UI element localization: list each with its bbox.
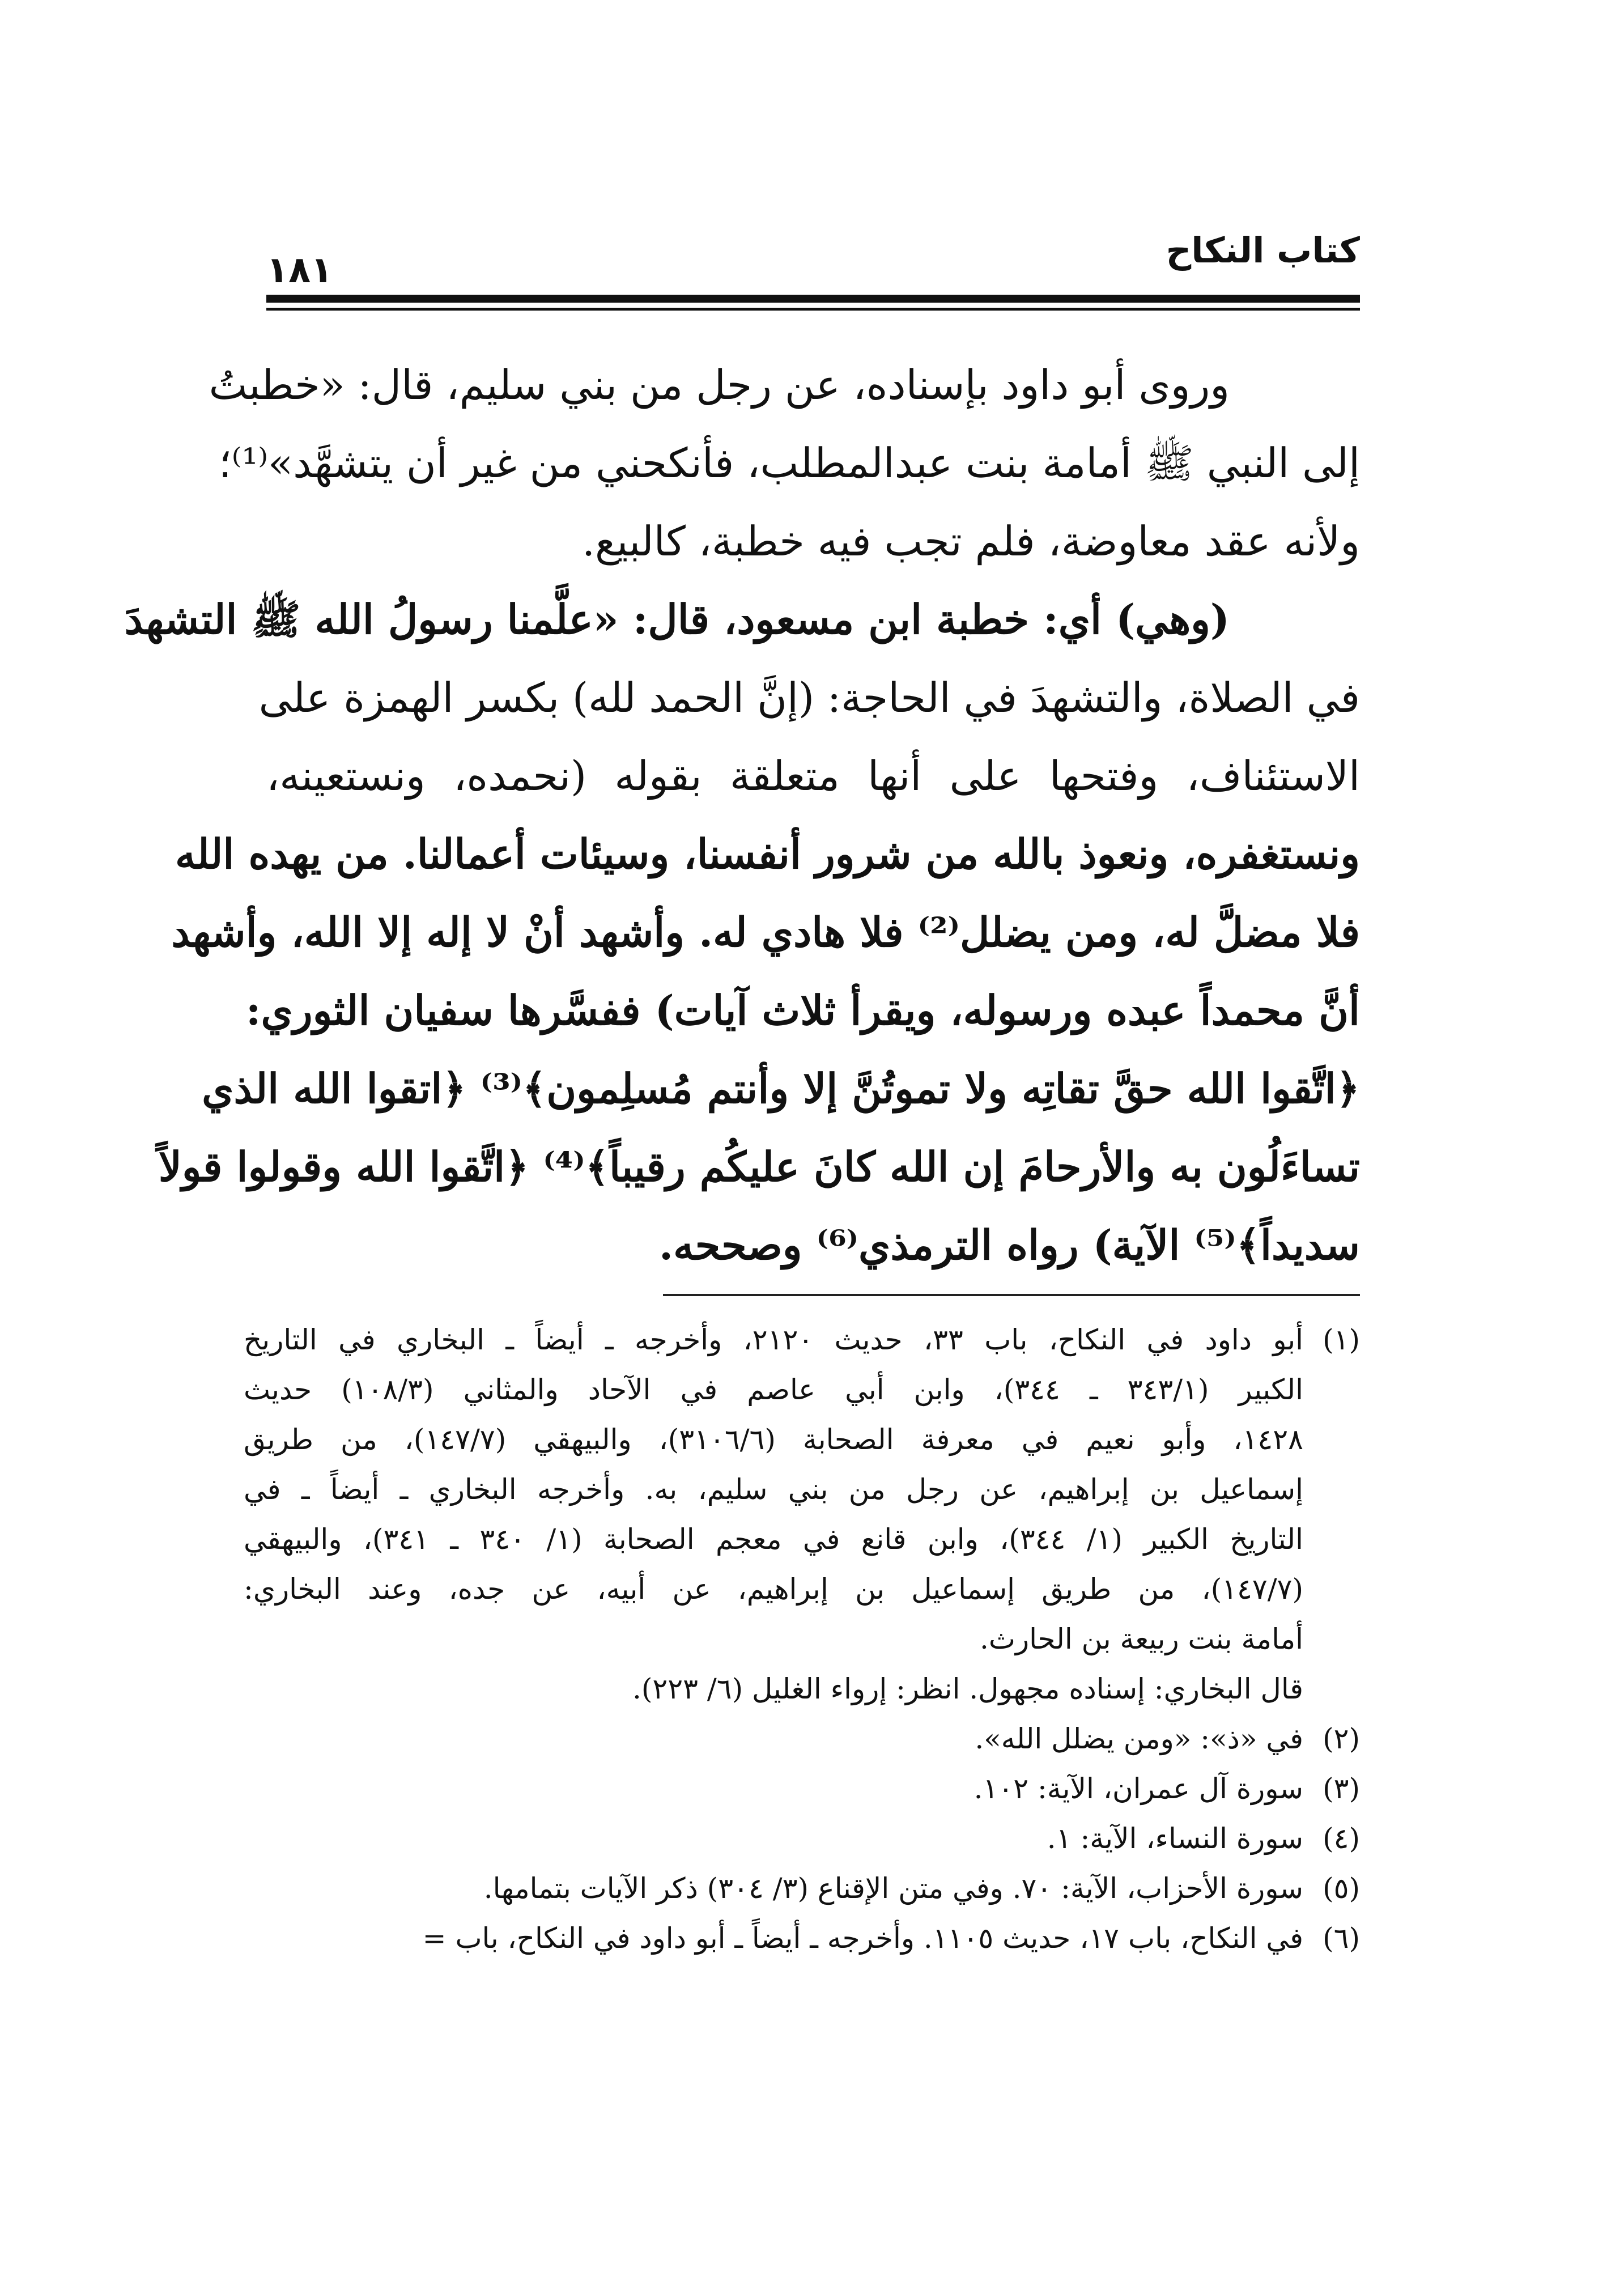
text-line: تساءَلُون به والأرحامَ إن الله كانَ عليكُم رقيباً﴾⁽⁴⁾ ﴿اتَّقوا الله وقولوا قولاً bbox=[158, 1143, 1360, 1191]
header-rule-thick bbox=[266, 295, 1360, 303]
footnote-number: (٥) bbox=[1323, 1872, 1360, 1905]
footnote-6 bbox=[244, 1913, 1360, 1963]
footnote-text: سورة النساء، الآية: ١. bbox=[1047, 1822, 1303, 1855]
chapter-title: كتاب النكاح bbox=[1166, 230, 1360, 271]
footnote-1-line bbox=[244, 1315, 1360, 1365]
text-line: ونستغفره، ونعوذ بالله من شرور أنفسنا، وسيئات أعمالنا. من يهده الله bbox=[175, 830, 1360, 878]
text-line: فلا مضلَّ له، ومن يضلل⁽²⁾ فلا هادي له. وأشهد أنْ لا إله إلا الله، وأشهد bbox=[171, 908, 1360, 956]
footnote-1-line: أمامة بنت ربيعة بن الحارث. bbox=[980, 1623, 1303, 1655]
text-line: (وهي) أي: خطبة ابن مسعود، قال: «علَّمنا رسولُ الله ﷺ التشهدَ bbox=[124, 595, 1230, 643]
page-header bbox=[266, 224, 1360, 298]
text-line: وروى أبو داود بإسناده، عن رجل من بني سليم، قال: «خطبتُ bbox=[209, 361, 1230, 409]
text-line: أنَّ محمداً عبده ورسوله، ويقرأ ثلاث آيات) ففسَّرها سفيان الثوري: bbox=[245, 986, 1360, 1034]
text-line: الاستئناف، وفتحها على أنها متعلقة بقوله (نحمده، ونستعينه، bbox=[266, 752, 1360, 800]
footnote-4 bbox=[244, 1814, 1360, 1863]
footnotes bbox=[244, 1315, 1360, 1963]
text-line: في الصلاة، والتشهدَ في الحاجة: (إنَّ الحمد لله) بكسر الهمزة على bbox=[258, 674, 1360, 721]
footnote-2 bbox=[244, 1714, 1360, 1764]
footnote-number: (١) bbox=[1323, 1323, 1360, 1356]
text-line: سديداً﴾⁽⁵⁾ الآية) رواه الترمذي⁽⁶⁾ وصححه. bbox=[659, 1221, 1360, 1269]
footnote-1-line: (١٤٧/٧)، من طريق إسماعيل بن إبراهيم، عن أبيه، عن جده، وعند البخاري: bbox=[244, 1573, 1303, 1606]
footnote-5 bbox=[244, 1863, 1360, 1913]
footnote-number: (٦) bbox=[1323, 1922, 1360, 1955]
footnote-text: أبو داود في النكاح، باب ٣٣، حديث ٢١٢٠، وأخرجه ـ أيضاً ـ البخاري في التاريخ bbox=[244, 1323, 1303, 1356]
footnote-1-line: الكبير (٣٤٣/١ ـ ٣٤٤)، وابن أبي عاصم في الآحاد والمثاني (١٠٨/٣) حديث bbox=[244, 1373, 1304, 1406]
footnote-number: (٣) bbox=[1323, 1772, 1360, 1805]
page-number: ١٨١ bbox=[266, 249, 333, 291]
text-line: ولأنه عقد معاوضة، فلم تجب فيه خطبة، كالبيع. bbox=[582, 517, 1360, 565]
footnote-number: (٤) bbox=[1323, 1822, 1360, 1855]
footnote-text: سورة آل عمران، الآية: ١٠٢. bbox=[973, 1772, 1303, 1805]
footnote-1-line: التاريخ الكبير (١/ ٣٤٤)، وابن قانع في معجم الصحابة (١/ ٣٤٠ ـ ٣٤١)، والبيهقي bbox=[244, 1523, 1303, 1556]
footnote-1-line: ١٤٢٨، وأبو نعيم في معرفة الصحابة (٣١٠٦/٦)، والبيهقي (١٤٧/٧)، من طريق bbox=[244, 1423, 1303, 1456]
footnote-1-line: قال البخاري: إسناده مجهول. انظر: إرواء الغليل (٦/ ٢٢٣). bbox=[632, 1672, 1303, 1705]
text-line: إلى النبي ﷺ أمامة بنت عبدالمطلب، فأنكحني من غير أن يتشهَّد»⁽¹⁾؛ bbox=[218, 439, 1360, 487]
footnote-3 bbox=[244, 1764, 1360, 1814]
main-text bbox=[124, 346, 1360, 1284]
footnote-separator bbox=[663, 1294, 1360, 1296]
footnote-1-line: إسماعيل بن إبراهيم، عن رجل من بني سليم، به. وأخرجه البخاري ـ أيضاً ـ في bbox=[244, 1473, 1303, 1506]
header-rule-thin bbox=[266, 308, 1360, 311]
footnote-text: في النكاح، باب ١٧، حديث ١١٠٥. وأخرجه ـ أيضاً ـ أبو داود في النكاح، باب = bbox=[422, 1922, 1303, 1955]
text-line: ﴿اتَّقوا الله حقَّ تقاتِه ولا تموتُنَّ إلا وأنتم مُسلِمون﴾⁽³⁾ ﴿اتقوا الله الذي bbox=[202, 1064, 1360, 1112]
footnote-text: سورة الأحزاب، الآية: ٧٠. وفي متن الإقناع (٣/ ٣٠٤) ذكر الآيات بتمامها. bbox=[483, 1872, 1303, 1905]
footnote-text: في «ذ»: «ومن يضلل الله». bbox=[975, 1722, 1303, 1755]
footnote-number: (٢) bbox=[1323, 1722, 1360, 1755]
